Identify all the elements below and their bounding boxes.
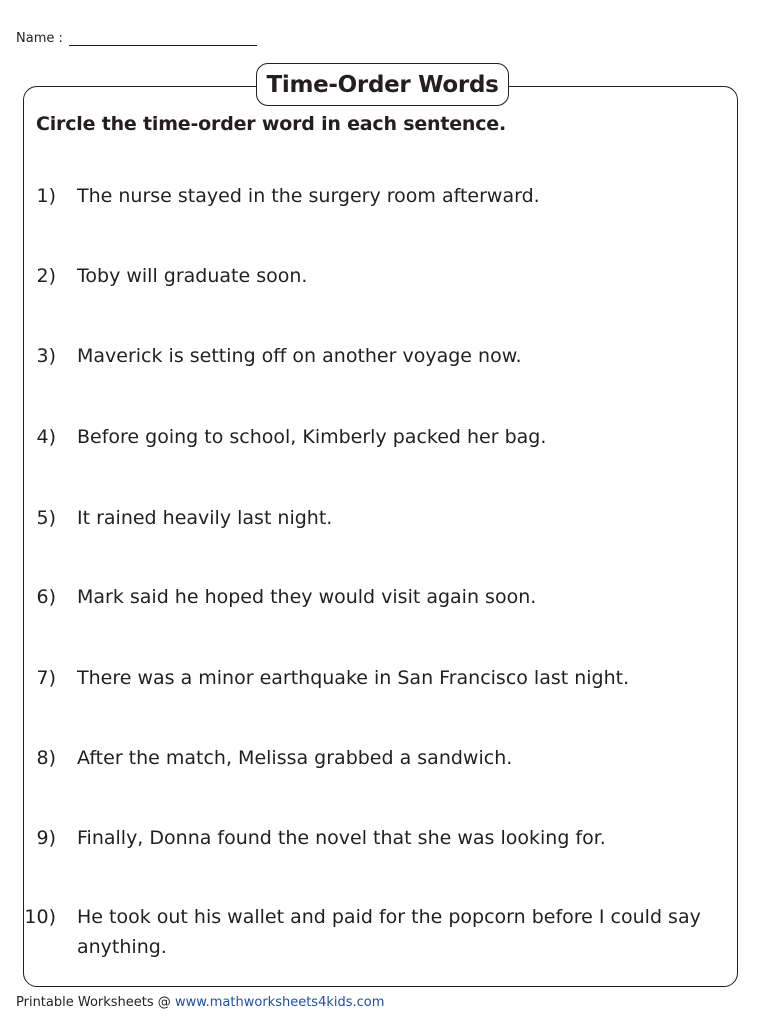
footer-label: Printable Worksheets @ [16, 995, 175, 1010]
question-number: 9) [36, 827, 56, 849]
question-text: There was a minor earthquake in San Francisco last night. [77, 667, 630, 689]
question-text: The nurse stayed in the surgery room afterward. [77, 185, 540, 207]
question-text: Before going to school, Kimberly packed her bag. [77, 426, 547, 448]
question-number: 8) [36, 747, 56, 769]
question-number: 6) [36, 586, 56, 608]
question-text: It rained heavily last night. [77, 507, 333, 529]
question-number: 1) [36, 185, 56, 207]
question-text: Toby will graduate soon. [77, 265, 308, 287]
question-number: 2) [36, 265, 56, 287]
question-number: 3) [36, 345, 56, 367]
worksheet-title: Time-Order Words [256, 63, 509, 106]
name-blank-line [69, 30, 257, 46]
question-number: 5) [36, 507, 56, 529]
footer [16, 995, 384, 1010]
question-number: 10) [24, 906, 56, 928]
instructions: Circle the time-order word in each sentence. [36, 113, 507, 135]
question-number: 4) [36, 426, 56, 448]
question-text: Finally, Donna found the novel that she was looking for. [77, 827, 606, 849]
question-text: After the match, Melissa grabbed a sandwich. [77, 747, 513, 769]
question-text: He took out his wallet and paid for the popcorn before I could say anything. [77, 906, 701, 958]
footer-link[interactable]: www.mathworksheets4kids.com [174, 995, 385, 1010]
question-text: Mark said he hoped they would visit again soon. [77, 586, 537, 608]
question-number: 7) [36, 667, 56, 689]
question-text: Maverick is setting off on another voyage now. [77, 345, 522, 367]
name-label: Name : [16, 31, 63, 46]
name-row [16, 30, 257, 46]
